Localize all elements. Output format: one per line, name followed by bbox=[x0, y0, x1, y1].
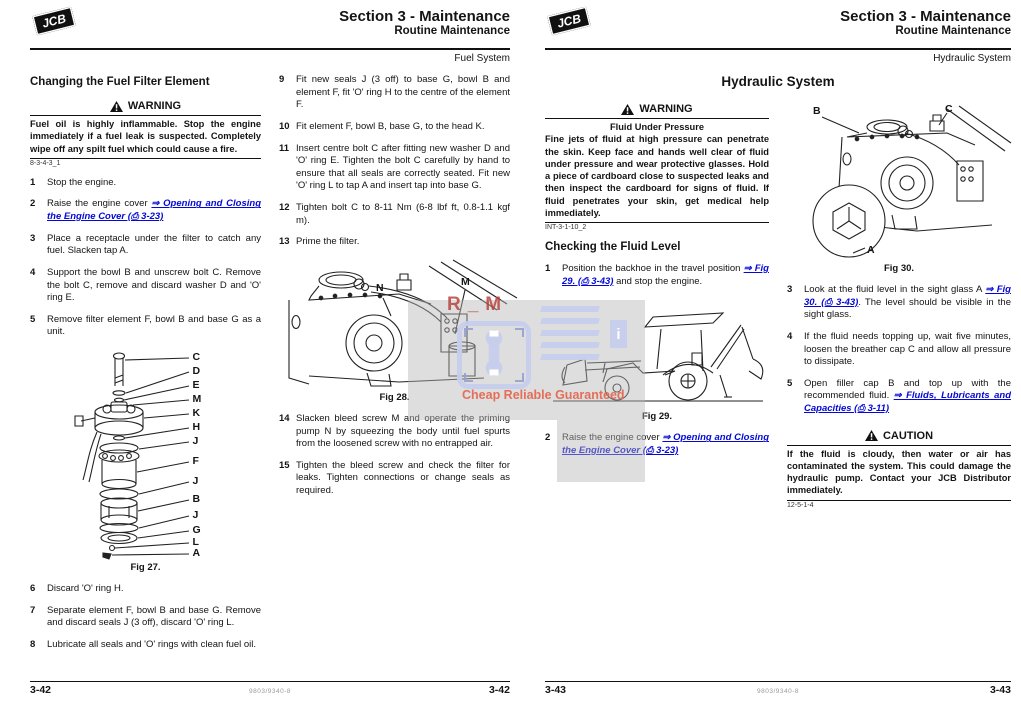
figure-callout: F bbox=[192, 455, 199, 468]
manual-page-3-42 bbox=[30, 8, 510, 700]
figure-callout: N bbox=[376, 281, 384, 294]
subsection-title: Checking the Fluid Level bbox=[545, 241, 681, 254]
section-subtitle: Routine Maintenance bbox=[394, 25, 510, 38]
system-name: Hydraulic System bbox=[933, 53, 1011, 64]
page-number-right: 3-43 bbox=[989, 684, 1011, 696]
figure-callout: H bbox=[192, 421, 201, 434]
watermark-initials: R_M bbox=[447, 294, 509, 315]
warning-code: INT-3-1-10_2 bbox=[545, 224, 587, 232]
step-9: 9 Fit new seals J (3 off) to base G, bowl B and element F, fit 'O' ring H to the centre of the element F. bbox=[279, 74, 510, 111]
engine-bay-drawing bbox=[279, 258, 519, 390]
figure-callout: K bbox=[192, 407, 201, 420]
step-1: 1 Position the backhoe in the travel position ⇒ Fig 29. (⎙ 3-43) and stop the engine. bbox=[545, 263, 769, 287]
footer-rule bbox=[30, 681, 510, 682]
figure-callout: D bbox=[192, 365, 201, 378]
page-number-right: 3-42 bbox=[488, 684, 510, 696]
cross-reference-link[interactable]: ⇒ Fig 30. (⎙ 3-43) bbox=[804, 284, 1011, 308]
caution-block bbox=[787, 430, 1011, 509]
page-header bbox=[545, 8, 1011, 44]
warning-block bbox=[545, 103, 769, 231]
warning-icon bbox=[621, 104, 634, 115]
jcb-logo: JCB bbox=[547, 6, 591, 35]
step-2: 2 Raise the engine cover ⇒ Opening and Closing the Engine Cover (⎙ 3-23) bbox=[545, 432, 770, 456]
step-3: 3 Place a receptacle under the filter to catch any fuel. Slacken tap A. bbox=[30, 232, 261, 257]
figure-28-caption: Fig 28. bbox=[379, 391, 410, 403]
topic-title: Changing the Fuel Filter Element bbox=[30, 76, 210, 88]
warning-block bbox=[30, 100, 261, 167]
step-6: 6 Discard 'O' ring H. bbox=[30, 583, 124, 595]
column-left bbox=[30, 74, 261, 661]
page-number-left: 3-42 bbox=[30, 684, 52, 696]
figure-callout: J bbox=[192, 435, 199, 448]
manual-page-3-43 bbox=[545, 8, 1011, 700]
footer-rule bbox=[545, 681, 1011, 682]
caution-icon bbox=[865, 430, 878, 441]
caution-label: CAUTION bbox=[882, 429, 934, 442]
section-title: Section 3 - Maintenance bbox=[840, 8, 1011, 25]
figure-callout: E bbox=[192, 379, 200, 392]
page-footer bbox=[545, 681, 1011, 696]
chapter-title: Hydraulic System bbox=[721, 74, 835, 89]
figure-29-backhoe-travel-position bbox=[545, 297, 770, 409]
page-header bbox=[30, 8, 510, 44]
figure-28-priming-pump bbox=[279, 258, 519, 390]
figure-callout: J bbox=[192, 475, 199, 488]
figure-callout: M bbox=[192, 393, 202, 406]
cross-reference-link[interactable]: ⇒ Fluids, Lubricants and Capacities (⎙ 3-11) bbox=[804, 390, 1011, 414]
backhoe-drawing bbox=[545, 297, 770, 409]
caution-text: If the fluid is cloudy, then water or air has contaminated the system. This could damage the hydraulic pump. Contact your JCB Distributor immediately. bbox=[787, 445, 1011, 501]
fuel-filter-drawing bbox=[41, 348, 251, 560]
figure-callout: M bbox=[461, 275, 470, 288]
column-right bbox=[279, 74, 510, 661]
section-title: Section 3 - Maintenance bbox=[339, 8, 510, 25]
cross-reference-link[interactable]: ⇒ Opening and Closing the Engine Cover (⎙ 3-23) bbox=[47, 198, 262, 223]
step-13: 13 Prime the filter. bbox=[279, 236, 360, 248]
warning-text: Fuel oil is highly inflammable. Stop the engine immediately if a fuel leak is suspected. Completely wipe off any spilt fuel which could cause a fire. bbox=[30, 115, 261, 159]
watermark-info-tile: i bbox=[610, 320, 627, 348]
warning-label: WARNING bbox=[127, 100, 182, 112]
step-1: 1 Stop the engine. bbox=[30, 176, 117, 188]
column-left bbox=[545, 99, 769, 519]
figure-callout: C bbox=[192, 351, 201, 364]
warning-label: WARNING bbox=[639, 103, 693, 115]
figure-callout: C bbox=[945, 103, 953, 115]
cross-reference-link[interactable]: ⇒ Fig 29. (⎙ 3-43) bbox=[562, 263, 769, 287]
figure-callout: A bbox=[192, 547, 201, 560]
caution-code: 12-5-1-4 bbox=[787, 501, 814, 509]
step-5: 5 Open filler cap B and top up with the recommended fluid. ⇒ Fluids, Lubricants and Capacities (⎙ 3-11) bbox=[787, 377, 1011, 414]
jcb-logo: JCB bbox=[32, 6, 76, 35]
header-rule bbox=[545, 48, 1011, 50]
page-footer bbox=[30, 681, 510, 696]
step-4: 4 Support the bowl B and unscrew bolt C. Remove the bolt C, remove and discard washer D and 'O' ring E. bbox=[30, 266, 261, 304]
warning-text: Fine jets of fluid at high pressure can penetrate the skin. Keep face and hands well clear of fluid under pressure and wear protective glasses. Hold a piece of cardboard close to suspected leaks and then inspect the cardboard for signs of fluid. If fluid penetrates your skin, get medical help immediately. bbox=[545, 134, 769, 218]
figure-30-sight-glass bbox=[787, 103, 1012, 261]
figure-callout: J bbox=[192, 509, 199, 522]
header-rule bbox=[30, 48, 510, 50]
publication-number: 9803/9340-8 bbox=[248, 688, 291, 695]
warning-title: Fluid Under Pressure bbox=[609, 122, 705, 132]
figure-29-caption: Fig 29. bbox=[641, 411, 673, 423]
figure-callout: G bbox=[192, 524, 201, 537]
section-subtitle: Routine Maintenance bbox=[895, 25, 1011, 38]
page-number-left: 3-43 bbox=[545, 684, 567, 696]
column-right bbox=[787, 99, 1011, 519]
step-14: 14 Slacken bleed screw M and operate the priming pump N by squeezing the body until fuel spurts from the loosened screw with no entrapped air. bbox=[279, 412, 510, 450]
hydraulic-tank-drawing bbox=[787, 103, 1012, 261]
step-5: 5 Remove filter element F, bowl B and base G as a unit. bbox=[30, 313, 261, 338]
figure-callout: B bbox=[813, 105, 821, 117]
figure-callout: B bbox=[192, 493, 201, 506]
step-3: 3 Look at the fluid level in the sight glass A ⇒ Fig 30. (⎙ 3-43). The level should be visible in the sight glass. bbox=[787, 284, 1011, 321]
step-15: 15 Tighten the bleed screw and check the filter for leaks. Tighten connections or change seals as required. bbox=[279, 459, 510, 496]
step-7: 7 Separate element F, bowl B and base G. Remove and discard seals J (3 off), discard 'O' ring L. bbox=[30, 604, 261, 629]
step-11: 11 Insert centre bolt C after fitting new washer D and 'O' ring E. Tighten the bolt C carefully by hand to ensure that all seals are correctly seated. Fit new 'O' ring L to tap A and insert tap into base G. bbox=[279, 142, 510, 192]
figure-30-caption: Fig 30. bbox=[883, 263, 915, 274]
figure-callout: L bbox=[192, 536, 199, 549]
watermark-slogan: Cheap Reliable Guaranteed bbox=[462, 388, 625, 402]
step-12: 12 Tighten bolt C to 8-11 Nm (6-8 lbf ft, 0.8-1.1 kgf m). bbox=[279, 202, 510, 226]
figure-27-caption: Fig 27. bbox=[130, 562, 161, 574]
system-name: Fuel System bbox=[454, 53, 510, 64]
cross-reference-link[interactable]: ⇒ Opening and Closing the Engine Cover (⎙ 3-23) bbox=[562, 432, 770, 456]
step-4: 4 If the fluid needs topping up, wait five minutes, loosen the breather cap C and allow all pressure to dissipate. bbox=[787, 330, 1011, 368]
step-10: 10 Fit element F, bowl B, base G, to the head K. bbox=[279, 120, 485, 132]
figure-callout: A bbox=[867, 244, 875, 256]
step-8: 8 Lubricate all seals and 'O' rings with clean fuel oil. bbox=[30, 638, 257, 650]
publication-number: 9803/9340-8 bbox=[756, 688, 799, 695]
step-2: 2 Raise the engine cover ⇒ Opening and Closing the Engine Cover (⎙ 3-23) bbox=[30, 198, 262, 223]
warning-code: 8-3-4-3_1 bbox=[30, 159, 61, 167]
figure-27-fuel-filter-exploded bbox=[41, 348, 251, 560]
warning-icon bbox=[110, 101, 123, 112]
